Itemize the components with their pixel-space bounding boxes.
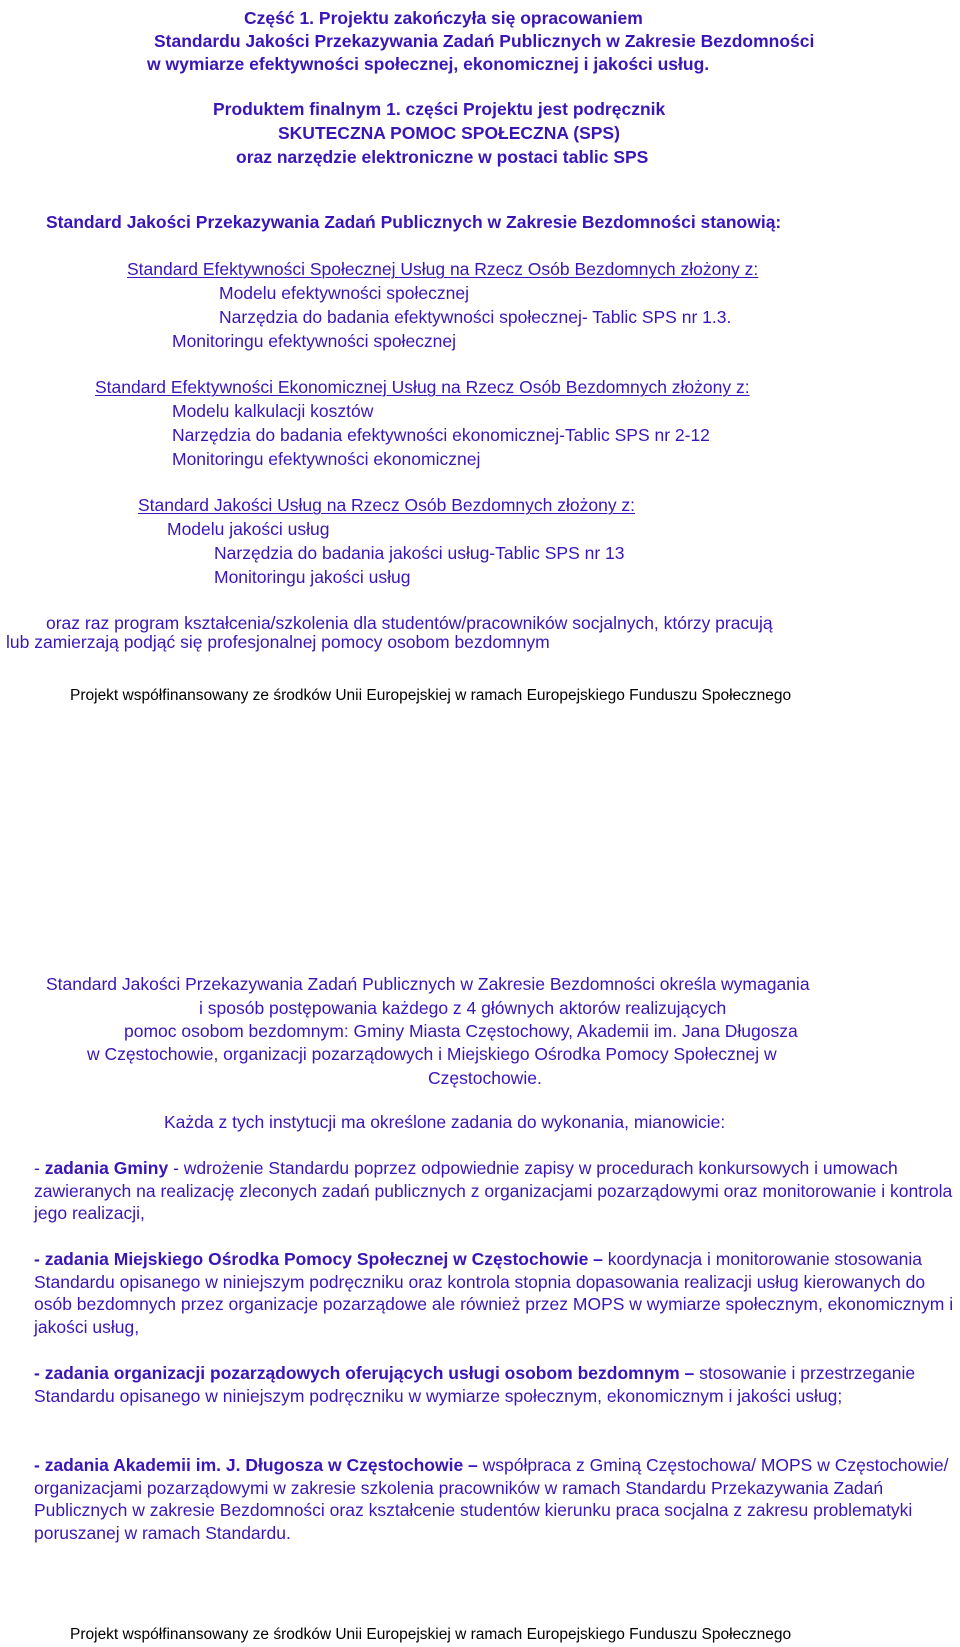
economic-item-model: Modelu kalkulacji kosztów — [172, 401, 374, 421]
intro-line-2: i sposób postępowania każdego z 4 głównych aktorów realizujących — [199, 998, 727, 1018]
task-gmina — [34, 1157, 954, 1225]
task-ngo-text: stosowanie i przestrzeganie Standardu opisanego w niniejszym podręczniku w wymiarze społecznym, ekonomicznym i jakości usług; — [34, 1363, 916, 1406]
task-mops-title: - zadania Miejskiego Ośrodka Pomocy Społecznej w Częstochowie – — [34, 1249, 603, 1269]
task-academy-title: - zadania Akademii im. J. Długosza w Częstochowie – — [34, 1455, 478, 1475]
page-two-footer: Projekt współfinansowany ze środków Unii Europejskiej w ramach Europejskiego Funduszu Społecznego — [70, 1626, 792, 1643]
tasks-lead: Każda z tych instytucji ma określone zadania do wykonania, mianowicie: — [164, 1112, 726, 1132]
social-standard-heading: Standard Efektywności Społecznej Usług na Rzecz Osób Bezdomnych złożony z: — [127, 259, 759, 279]
title-line-2: Standardu Jakości Przekazywania Zadań Publicznych w Zakresie Bezdomności — [154, 31, 815, 51]
quality-standard-heading: Standard Jakości Usług na Rzecz Osób Bezdomnych złożony z: — [138, 495, 636, 515]
social-item-model: Modelu efektywności społecznej — [219, 283, 469, 303]
title-line-1: Część 1. Projektu zakończyła się opracowaniem — [244, 8, 643, 28]
task-gmina-dash: - — [34, 1158, 45, 1178]
quality-item-monitoring: Monitoringu jakości usług — [214, 567, 411, 587]
task-mops — [34, 1248, 954, 1339]
program-line-2: lub zamierzają podjąć się profesjonalnej pomocy osobom bezdomnym — [6, 632, 550, 652]
economic-item-tool: Narzędzia do badania efektywności ekonomicznej-Tablic SPS nr 2-12 — [172, 425, 710, 445]
task-gmina-text: - wdrożenie Standardu poprzez odpowiednie zapisy w procedurach konkursowych i umowach zawieranych na realizację zleconych zadań publicznych z organizacjami pozarządowymi oraz monitorowanie i kontrola jego realizacji, — [34, 1158, 953, 1224]
task-mops-text: koordynacja i monitorowanie stosowania Standardu opisanego w niniejszym podręczniku oraz kontrola stopnia dopasowania realizacji usług kierowanych do osób bezdomnych przez organizacje pozarządowe ale również przez MOPS w wymiarze społecznym, ekonomicznym i jakości usług, — [34, 1249, 954, 1338]
page-one-footer: Projekt współfinansowany ze środków Unii Europejskiej w ramach Europejskiego Funduszu Społecznego — [70, 687, 792, 704]
task-ngo — [34, 1362, 954, 1407]
social-item-monitoring: Monitoringu efektywności społecznej — [172, 331, 457, 351]
program-line-1: oraz raz program kształcenia/szkolenia dla studentów/pracowników socjalnych, którzy pracują — [46, 613, 773, 633]
intro-line-3: pomoc osobom bezdomnym: Gminy Miasta Częstochowy, Akademii im. Jana Długosza — [124, 1021, 798, 1041]
task-academy — [34, 1454, 954, 1545]
product-line-3: oraz narzędzie elektroniczne w postaci tablic SPS — [236, 147, 649, 167]
product-line-2: SKUTECZNA POMOC SPOŁECZNA (SPS) — [278, 123, 620, 143]
intro-line-5: Częstochowie. — [428, 1068, 542, 1088]
product-line-1: Produktem finalnym 1. części Projektu jest podręcznik — [213, 99, 666, 119]
intro-line-4: w Częstochowie, organizacji pozarządowych i Miejskiego Ośrodka Pomocy Społecznej w — [87, 1044, 777, 1064]
economic-standard-heading: Standard Efektywności Ekonomicznej Usług na Rzecz Osób Bezdomnych złożony z: — [95, 377, 750, 397]
task-ngo-title: - zadania organizacji pozarządowych oferujących usługi osobom bezdomnym – — [34, 1363, 695, 1383]
quality-item-model: Modelu jakości usług — [167, 519, 330, 539]
standards-heading: Standard Jakości Przekazywania Zadań Publicznych w Zakresie Bezdomności stanowią: — [46, 212, 782, 232]
task-academy-text: współpraca z Gminą Częstochowa/ MOPS w Częstochowie/ organizacjami pozarządowymi w zakresie szkolenia pracowników w ramach Standardu Przekazywania Zadań Publicznych w zakresie Bezdomności oraz kształcenie studentów kierunku praca socjalna z zakresu problematyki poruszanej w ramach Standardu. — [34, 1455, 949, 1544]
title-line-3: w wymiarze efektywności społecznej, ekonomicznej i jakości usług. — [147, 54, 710, 74]
social-item-tool: Narzędzia do badania efektywności społecznej- Tablic SPS nr 1.3. — [219, 307, 732, 327]
intro-line-1: Standard Jakości Przekazywania Zadań Publicznych w Zakresie Bezdomności określa wymagania — [46, 974, 810, 994]
economic-item-monitoring: Monitoringu efektywności ekonomicznej — [172, 449, 481, 469]
quality-item-tool: Narzędzia do badania jakości usług-Tablic SPS nr 13 — [214, 543, 625, 563]
task-gmina-title: zadania Gminy — [44, 1158, 169, 1178]
